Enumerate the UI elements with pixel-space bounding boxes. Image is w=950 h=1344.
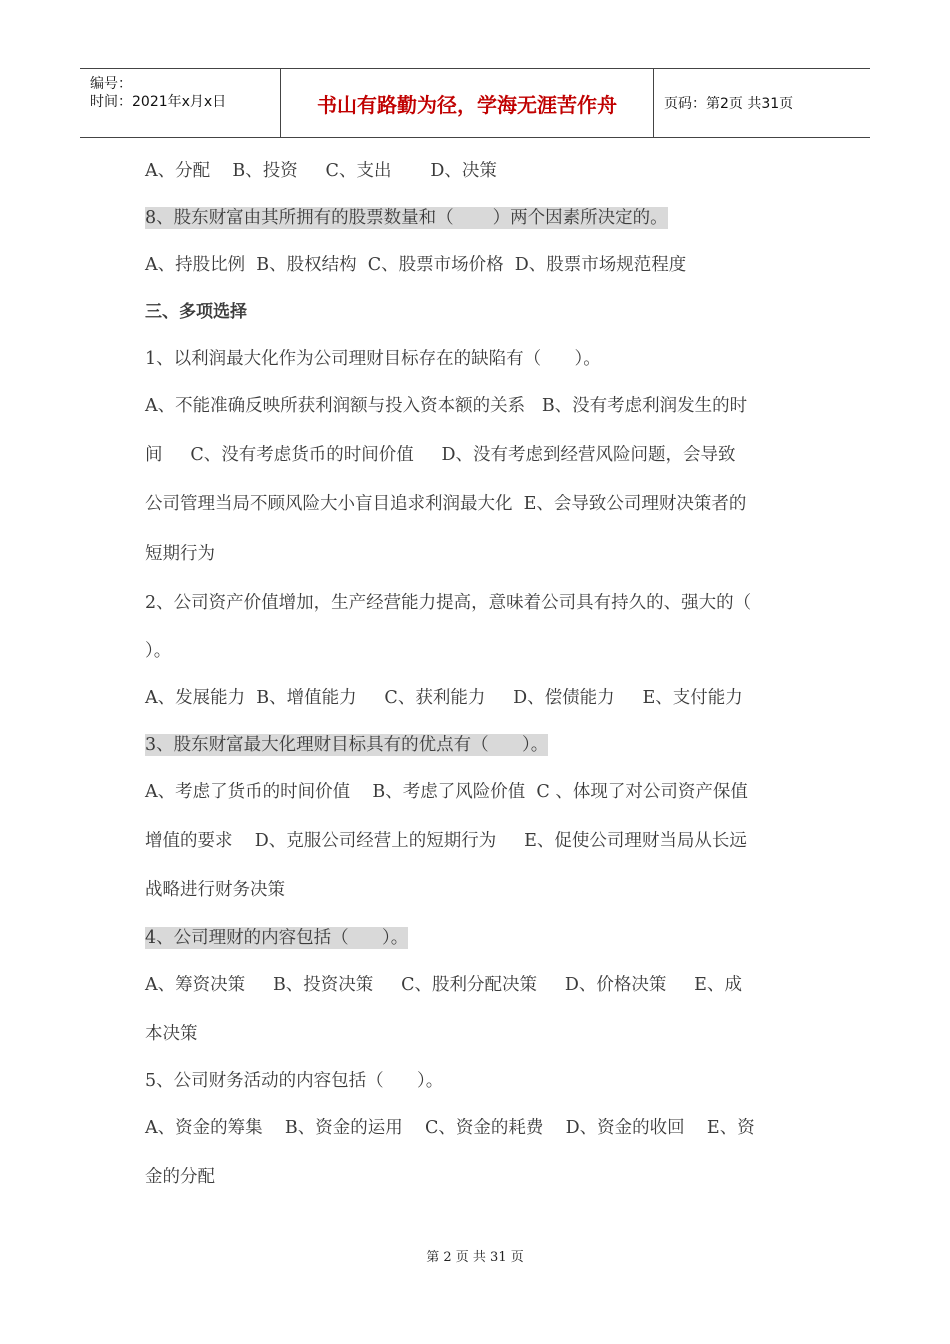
question-options: 战略进行财务决策	[145, 880, 285, 900]
question-options: 间 C、没有考虑货币的时间价值 D、没有考虑到经营风险问题，会导致	[145, 445, 736, 465]
document-time-label: 时间：2021年x月x日	[90, 94, 227, 110]
question-options: A、发展能力 B、增值能力 C、获利能力 D、偿债能力 E、支付能力	[145, 688, 743, 708]
question-options: A、筹资决策 B、投资决策 C、股利分配决策 D、价格决策 E、成	[145, 975, 742, 995]
question-highlighted: 3、股东财富最大化理财目标具有的优点有（ ）。	[145, 735, 549, 755]
question-text: 5、公司财务活动的内容包括（ ）。	[145, 1071, 444, 1091]
question-text: ）。	[145, 641, 172, 661]
question-options: A、持股比例 B、股权结构 C、股票市场价格 D、股票市场规范程度	[145, 255, 687, 275]
question-highlighted: 4、公司理财的内容包括（ ）。	[145, 928, 409, 948]
question-options: A、资金的筹集 B、资金的运用 C、资金的耗费 D、资金的收回 E、资	[145, 1118, 755, 1138]
question-options: A、考虑了货币的时间价值 B、考虑了风险价值 C 、体现了对公司资产保值	[145, 782, 748, 802]
question-options: 增值的要求 D、克服公司经营上的短期行为 E、促使公司理财当局从长远	[145, 831, 747, 851]
header-page-code: 页码：第2页 共31页	[664, 96, 794, 112]
question-options: 本决策	[145, 1024, 198, 1044]
question-text: 2、公司资产价值增加，生产经营能力提高，意味着公司具有持久的、强大的（	[145, 593, 752, 613]
section-heading: 三、多项选择	[145, 302, 247, 322]
question-options: 公司管理当局不顾风险大小盲目追求利润最大化 E、会导致公司理财决策者的	[145, 494, 747, 514]
question-text: 1、以利润最大化作为公司理财目标存在的缺陷有（ ）。	[145, 349, 601, 369]
page-header	[80, 68, 870, 138]
header-meta-cell	[80, 69, 281, 137]
header-motto: 书山有路勤为径，学海无涯苦作舟	[281, 69, 654, 137]
question-options: A、分配 B、投资 C、支出 D、决策	[145, 161, 497, 181]
document-number-label: 编号：	[90, 76, 132, 92]
question-options: 短期行为	[145, 544, 215, 564]
question-highlighted: 8、股东财富由其所拥有的股票数量和（ ）两个因素所决定的。	[145, 208, 668, 228]
question-options: A、不能准确反映所获利润额与投入资本额的关系 B、没有考虑利润发生的时	[145, 396, 748, 416]
page-footer: 第 2 页 共 31 页	[426, 1250, 524, 1265]
question-options: 金的分配	[145, 1167, 215, 1187]
